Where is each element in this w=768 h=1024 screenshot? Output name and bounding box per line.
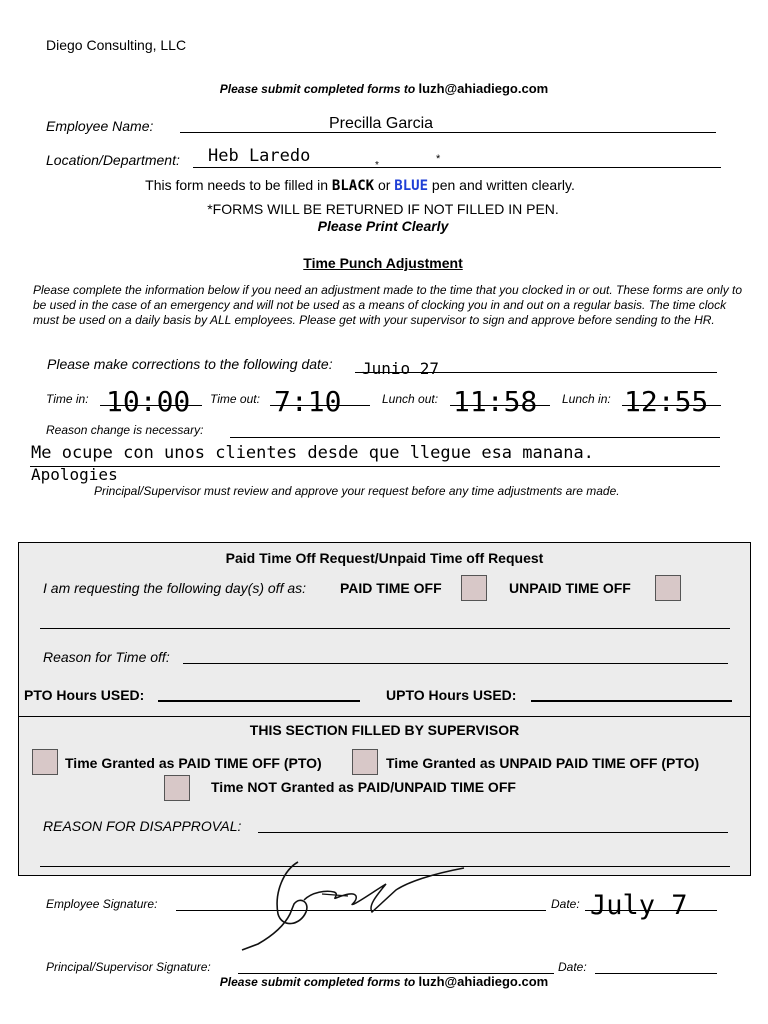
pto-reason-line[interactable]: [183, 663, 728, 664]
correction-date-value[interactable]: Junio 27: [362, 359, 440, 378]
review-note: Principal/Supervisor must review and approve your request before any time adjustments are made.: [94, 484, 620, 498]
supervisor-date-label: Date:: [558, 960, 587, 974]
employee-name-value[interactable]: Precilla Garcia: [328, 115, 434, 132]
time-in-value[interactable]: 10:00: [106, 385, 191, 418]
supervisor-signature-label: Principal/Supervisor Signature:: [46, 960, 211, 974]
upto-hours-label: UPTO Hours USED:: [386, 687, 517, 703]
pto-reason-label: Reason for Time off:: [43, 649, 170, 665]
granted-paid-checkbox[interactable]: [32, 749, 58, 775]
time-in-label: Time in:: [46, 392, 89, 406]
pto-request-label: I am requesting the following day(s) off as:: [43, 580, 307, 596]
reason-change-value-1[interactable]: Me ocupe con unos clientes desde que llegue esa manana.: [31, 443, 594, 463]
pto-title: Paid Time Off Request/Unpaid Time off Request: [225, 550, 544, 566]
location-value[interactable]: Heb Laredo: [208, 146, 311, 166]
time-out-label: Time out:: [210, 392, 260, 406]
location-line: [193, 167, 721, 168]
reason-change-line-1: [230, 437, 720, 438]
reason-change-label: Reason change is necessary:: [46, 423, 204, 437]
employee-signature-label: Employee Signature:: [46, 897, 158, 911]
time-out-value[interactable]: 7:10: [274, 385, 342, 418]
disapproval-line-1[interactable]: [258, 832, 728, 833]
pto-hours-label: PTO Hours USED:: [24, 687, 145, 703]
lunch-in-value[interactable]: 12:55: [624, 385, 709, 418]
lunch-out-value[interactable]: 11:58: [453, 385, 538, 418]
blue-word: BLUE: [394, 178, 429, 194]
employee-signature-scrawl: [236, 856, 476, 952]
pen-instructions: This form needs to be filled in BLACK or BLUE pen and written clearly.: [145, 177, 575, 194]
upto-hours-line[interactable]: [531, 700, 732, 702]
time-punch-heading: Time Punch Adjustment: [303, 255, 463, 271]
reason-change-line-2: [30, 466, 720, 467]
location-label: Location/Department:: [46, 152, 180, 168]
reason-change-value-2[interactable]: Apologies: [31, 465, 118, 484]
employee-name-label: Employee Name:: [46, 118, 154, 134]
not-granted-label: Time NOT Granted as PAID/UNPAID TIME OFF: [211, 779, 516, 795]
granted-unpaid-checkbox[interactable]: [352, 749, 378, 775]
print-clearly: Please Print Clearly: [317, 218, 449, 234]
granted-unpaid-label: Time Granted as UNPAID PAID TIME OFF (PTO): [386, 755, 700, 771]
location-mark-2: *: [436, 153, 441, 165]
location-mark-1: *: [375, 160, 379, 171]
granted-paid-label: Time Granted as PAID TIME OFF (PTO): [65, 755, 322, 771]
lunch-in-label: Lunch in:: [562, 392, 611, 406]
employee-date-value[interactable]: July 7: [590, 890, 688, 921]
correction-date-label: Please make corrections to the following date:: [47, 356, 333, 372]
submit-note-bottom: Please submit completed forms to luzh@ahiadiego.com: [219, 974, 549, 989]
submit-note-top: Please submit completed forms to luzh@ahiadiego.com: [219, 81, 549, 96]
paid-time-off-label: PAID TIME OFF: [340, 580, 442, 596]
time-punch-instructions: Please complete the information below if you need an adjustment made to the time that you clocked in or out. These forms are only to be used in the case of an emergency and will not be used as a means of clocking you in and out on a regular basis. The time clock must be used on a daily basis by ALL employees. Please get with your supervisor to sign and approve before sending to the HR.: [33, 283, 743, 327]
disapproval-label: REASON FOR DISAPPROVAL:: [43, 818, 242, 834]
company-name: Diego Consulting, LLC: [46, 37, 187, 53]
pto-hours-line[interactable]: [158, 700, 360, 702]
lunch-out-label: Lunch out:: [382, 392, 439, 406]
pen-warning: *FORMS WILL BE RETURNED IF NOT FILLED IN PEN.: [207, 201, 559, 217]
pto-days-line[interactable]: [40, 628, 730, 629]
supervisor-section-title: THIS SECTION FILLED BY SUPERVISOR: [249, 722, 520, 738]
paid-time-off-checkbox[interactable]: [461, 575, 487, 601]
not-granted-checkbox[interactable]: [164, 775, 190, 801]
employee-date-label: Date:: [551, 897, 580, 911]
pto-divider: [18, 716, 751, 717]
unpaid-time-off-checkbox[interactable]: [655, 575, 681, 601]
unpaid-time-off-label: UNPAID TIME OFF: [509, 580, 631, 596]
